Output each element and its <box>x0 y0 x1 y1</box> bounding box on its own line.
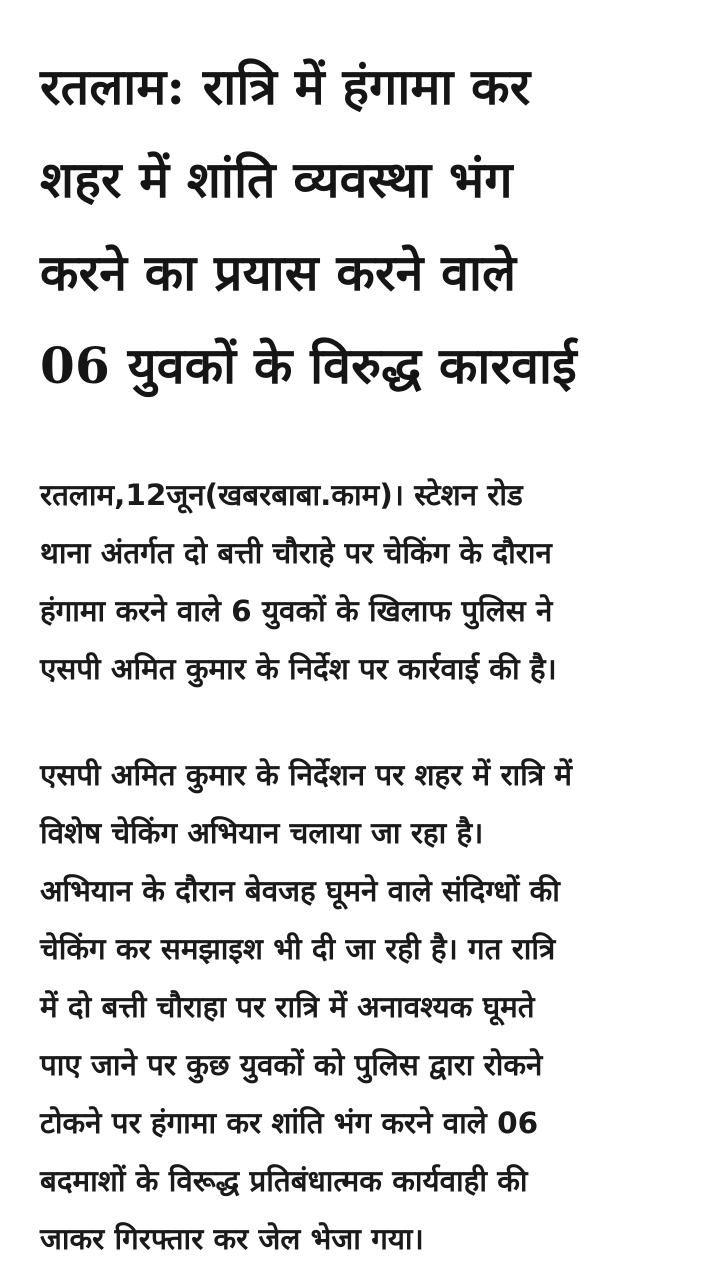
paragraph-line: जाकर गिरफ्तार कर जेल भेजा गया। <box>40 1222 424 1256</box>
paragraph-line: रतलाम,12जून(खबरबाबा.काम)। स्टेशन रोड <box>40 478 523 512</box>
article-paragraph-1 <box>40 466 700 698</box>
paragraph-line: एसपी अमित कुमार के निर्देश पर कार्रवाई की है। <box>40 652 557 686</box>
headline-line: 06 युवकों के विरुद्ध कारवाई <box>40 336 577 395</box>
headline-line: शहर में शांति व्यवस्था भंग <box>40 150 513 209</box>
paragraph-line: चेकिंग कर समझाइश भी दी जा रही है। गत रात्रि <box>40 932 556 966</box>
paragraph-line: पाए जाने पर कुछ युवकों को पुलिस द्वारा रोकने <box>40 1048 543 1082</box>
paragraph-line: थाना अंतर्गत दो बत्ती चौराहे पर चेकिंग के दौरान <box>40 536 552 570</box>
paragraph-line: टोकने पर हंगामा कर शांति भंग करने वाले 06 <box>40 1106 539 1140</box>
headline-line: रतलाम: रात्रि में हंगामा कर <box>40 57 531 116</box>
paragraph-line: विशेष चेकिंग अभियान चलाया जा रहा है। <box>40 816 484 850</box>
paragraph-line: हंगामा करने वाले 6 युवकों के खिलाफ पुलिस ने <box>40 594 553 628</box>
article-headline <box>40 0 700 412</box>
headline-line: करने का प्रयास करने वाले <box>40 243 517 302</box>
article-paragraph-2 <box>40 746 700 1268</box>
paragraph-line: बदमाशों के विरूद्ध प्रतिबंधात्मक कार्यवाही की <box>40 1164 528 1198</box>
paragraph-line: में दो बत्ती चौराहा पर रात्रि में अनावश्यक घूमते <box>40 990 535 1024</box>
news-article <box>40 0 700 1268</box>
paragraph-line: एसपी अमित कुमार के निर्देशन पर शहर में रात्रि में <box>40 758 573 792</box>
paragraph-line: अभियान के दौरान बेवजह घूमने वाले संदिग्धों की <box>40 874 560 908</box>
